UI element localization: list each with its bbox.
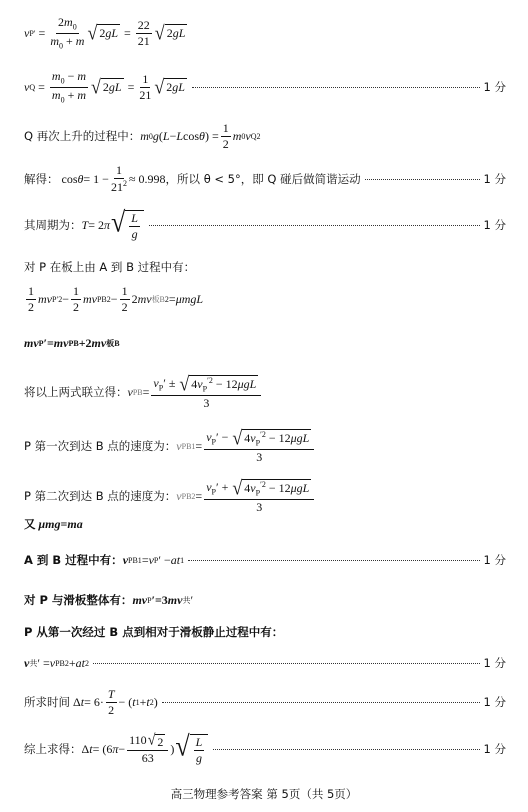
dot-leader <box>192 86 480 88</box>
eq-period: 其周期为： T = 2 π √ $\frac{L}{g}$ 1 分 <box>24 206 506 241</box>
score-label: 1 分 <box>483 553 506 567</box>
vpb2-label: P 第二次到达 B 点的速度为： <box>24 489 177 503</box>
period-label: 其周期为： <box>24 218 82 232</box>
p-rest-text: P 从第一次经过 B 点到相对于滑板静止过程中有： <box>24 625 284 639</box>
eq-whole: 对 P 与滑板整体有： mv P ′=3 mv 共 ′ <box>24 592 194 607</box>
vpb1-label: P 第一次到达 B 点的速度为： <box>24 439 177 453</box>
whole-label: 对 P 与滑板整体有： <box>24 593 133 607</box>
shm-note: ，所以 θ < 5°，即 Q 碰后做简谐运动 <box>165 172 361 186</box>
p-rest-label <box>24 623 506 641</box>
combined-label: 将以上两式联立得： <box>24 385 128 399</box>
eq-friction: 又 μmg = ma <box>24 516 83 531</box>
eq-vq: v Q = $\frac{m_0 - m}{m_0 + m}$ √ 2gL = $\frac{1}{21}$ √ 2gL 1 分 <box>24 68 506 104</box>
solve-label: 解得： <box>24 172 59 186</box>
eq-vpb2: P 第二次到达 B 点的速度为： v PB2 = $v_P'$ + √ $4v_P^{'2} - 12\mu gL$ 3 <box>24 476 506 516</box>
dot-leader <box>188 559 479 561</box>
score-label: 1 分 <box>483 742 506 756</box>
p-on-board-label <box>24 258 506 276</box>
eq-cos-theta: 解得： cos θ = 1 − $\frac{1}{21^2}$ ≈ 0.998 ，所以 θ < 5°，即 Q 碰后做简谐运动 1 分 <box>24 163 506 194</box>
final-label: 综上求得： <box>24 742 82 756</box>
score-label: 1 分 <box>483 172 506 186</box>
eq-total-time: 所求时间 Δ t = 6· $\frac{T}{2}$ − ( t 1 + t 2 ) 1 分 <box>24 686 506 717</box>
dot-leader <box>93 662 480 664</box>
dot-leader <box>213 748 479 750</box>
eq-final: 综上求得： Δ t = (6 π − 110 √ 2 63 ) √ $\frac{L}{g}$ 1 分 <box>24 730 506 765</box>
score-label: 1 分 <box>483 695 506 709</box>
eq-momentum: mv P ′= mv PB +2 mv 板B <box>24 335 120 350</box>
eq-a-to-b: A 到 B 过程中有： v PB1 = v P ′ − at 1 1 分 <box>24 552 506 567</box>
eq-combined: 将以上两式联立得： v PB = $v_P'$ ± √ $4v_P^{'2} - 12\mu gL$ 3 <box>24 372 506 412</box>
eq-common-v: v 共 ′ = v PB2 + at 2 1 分 <box>24 655 506 670</box>
dot-leader <box>365 178 480 180</box>
p-on-board-text: 对 P 在板上由 A 到 B 过程中有： <box>24 260 196 274</box>
score-label: 1 分 <box>483 656 506 670</box>
score-label: 1 分 <box>483 218 506 232</box>
dot-leader <box>149 224 480 226</box>
eq-q-rise: Q 再次上升的过程中： m 0 g ( L − L cos θ ) = $\frac{1}{2}$ m 0 v Q 2 <box>24 120 261 151</box>
dot-leader <box>162 701 480 703</box>
page-footer: 高三物理参考答案 第 5页（共 5页） <box>170 787 358 801</box>
score-label: 1 分 <box>483 80 506 94</box>
eq-vpb1: P 第一次到达 B 点的速度为： v PB1 = $v_P'$ − √ $4v_P^{'2} - 12\mu gL$ 3 <box>24 426 506 466</box>
q-rise-label: Q 再次上升的过程中： <box>24 129 141 143</box>
eq-vp-prime: v P ′ = $\frac{2m_0}{m_0 + m}$ √ 2gL = $\frac{22}{21}$ √ 2gL <box>24 14 186 50</box>
eq-energy: $\frac{1}{2}$ mv P ′2 − $\frac{1}{2}$ mv PB 2 − $\frac{1}{2}$ 2 mv 板B 2 = μmgL <box>28 283 204 314</box>
total-time-label: 所求时间 <box>24 695 70 709</box>
a-to-b-label: A 到 B 过程中有： <box>24 553 123 567</box>
